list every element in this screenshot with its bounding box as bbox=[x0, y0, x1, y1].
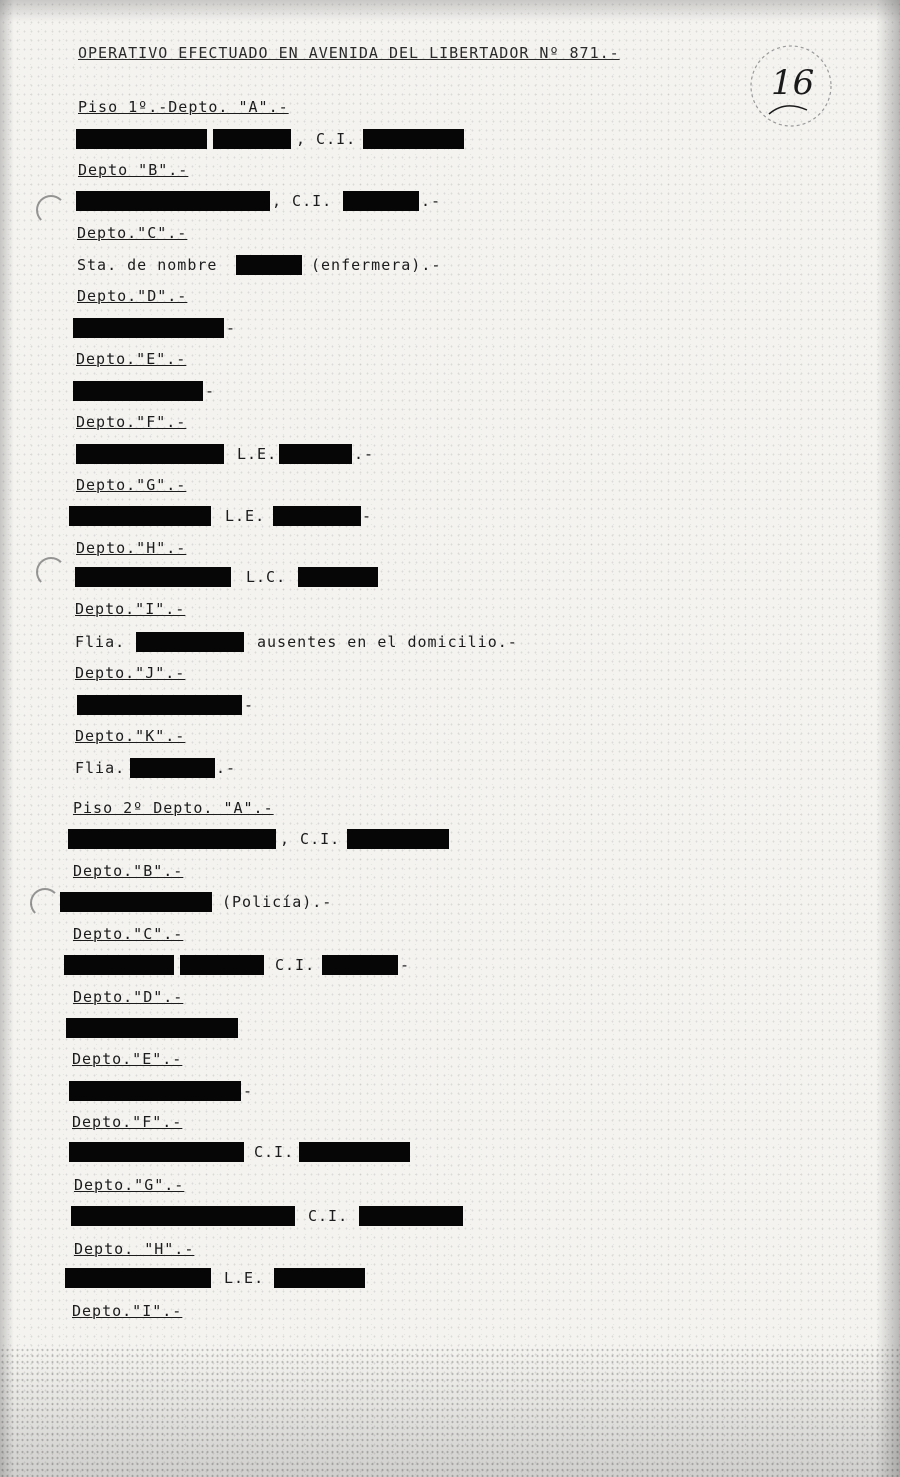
entry-text: (enfermera).- bbox=[311, 256, 442, 274]
apartment-heading-text: Piso 2º Depto. "A".- bbox=[73, 799, 274, 817]
redaction-bar bbox=[347, 829, 449, 849]
entry-text: , C.I. bbox=[296, 130, 357, 148]
entry-text: .- bbox=[354, 445, 375, 463]
apartment-heading bbox=[75, 727, 185, 749]
occupant-entry bbox=[0, 1019, 900, 1041]
redaction-bar bbox=[65, 1268, 211, 1288]
apartment-heading bbox=[78, 98, 289, 120]
apartment-heading-text: Depto."I".- bbox=[72, 1302, 183, 1320]
apartment-heading bbox=[78, 161, 188, 183]
apartment-heading-text: Depto."F".- bbox=[76, 413, 187, 431]
redaction-bar bbox=[76, 129, 207, 149]
entry-text: , C.I. bbox=[280, 830, 341, 848]
apartment-heading-text: Depto."I".- bbox=[75, 600, 186, 618]
apartment-heading bbox=[76, 476, 186, 498]
apartment-heading-text: Depto."D".- bbox=[73, 988, 184, 1006]
occupant-entry bbox=[0, 696, 900, 718]
apartment-heading-text: Depto. "H".- bbox=[74, 1240, 195, 1258]
apartment-heading-text: Depto."K".- bbox=[75, 727, 186, 745]
apartment-heading-text: Depto "B".- bbox=[78, 161, 189, 179]
apartment-heading bbox=[73, 925, 183, 947]
apartment-heading-text: Depto."G".- bbox=[76, 476, 187, 494]
redaction-bar bbox=[66, 1018, 238, 1038]
entry-text: L.E. bbox=[237, 445, 278, 463]
occupant-entry bbox=[0, 568, 900, 590]
apartment-heading bbox=[74, 1176, 184, 1198]
apartment-heading bbox=[73, 862, 183, 884]
entry-text: L.C. bbox=[246, 568, 287, 586]
occupant-entry bbox=[0, 633, 900, 655]
redaction-bar bbox=[75, 567, 231, 587]
folio-stamp bbox=[745, 40, 837, 132]
entry-text: - bbox=[362, 507, 373, 525]
occupant-entry bbox=[0, 956, 900, 978]
redaction-bar bbox=[343, 191, 419, 211]
redaction-bar bbox=[299, 1142, 410, 1162]
apartment-heading-text: Depto."H".- bbox=[76, 539, 187, 557]
apartment-heading bbox=[76, 413, 186, 435]
apartment-heading-text: Depto."E".- bbox=[76, 350, 187, 368]
entry-text: , C.I. bbox=[272, 192, 333, 210]
redaction-bar bbox=[274, 1268, 365, 1288]
occupant-entry bbox=[0, 445, 900, 467]
entry-text: .- bbox=[216, 759, 237, 777]
entry-text: C.I. bbox=[308, 1207, 349, 1225]
apartment-heading bbox=[77, 287, 187, 309]
redaction-bar bbox=[69, 1081, 241, 1101]
entry-text: C.I. bbox=[275, 956, 316, 974]
entry-text: L.E. bbox=[224, 1269, 265, 1287]
occupant-entry bbox=[0, 319, 900, 341]
apartment-heading bbox=[74, 1240, 194, 1262]
redaction-bar bbox=[236, 255, 302, 275]
entry-text: - bbox=[400, 956, 411, 974]
apartment-heading bbox=[73, 988, 183, 1010]
redaction-bar bbox=[130, 758, 215, 778]
apartment-heading-text: Piso 1º.-Depto. "A".- bbox=[78, 98, 289, 116]
occupant-entry bbox=[0, 256, 900, 278]
entry-text: (Policía).- bbox=[222, 893, 333, 911]
redaction-bar bbox=[363, 129, 464, 149]
document-header: OPERATIVO EFECTUADO EN AVENIDA DEL LIBERTADOR Nº 871.- bbox=[78, 44, 620, 62]
occupant-entry bbox=[0, 130, 900, 152]
redaction-bar bbox=[322, 955, 398, 975]
scan-edge-right bbox=[876, 0, 900, 1477]
entry-text: Sta. de nombre bbox=[77, 256, 218, 274]
redaction-bar bbox=[68, 829, 276, 849]
occupant-entry bbox=[0, 1269, 900, 1291]
apartment-heading bbox=[72, 1050, 182, 1072]
redaction-bar bbox=[279, 444, 352, 464]
apartment-heading-text: Depto."B".- bbox=[73, 862, 184, 880]
apartment-heading-text: Depto."D".- bbox=[77, 287, 188, 305]
occupant-entry bbox=[0, 830, 900, 852]
redaction-bar bbox=[69, 1142, 244, 1162]
redaction-bar bbox=[73, 318, 224, 338]
scan-edge-top bbox=[0, 0, 900, 22]
entry-text: L.E. bbox=[225, 507, 266, 525]
apartment-heading bbox=[73, 799, 274, 821]
occupant-entry bbox=[0, 507, 900, 529]
redaction-bar bbox=[136, 632, 244, 652]
entry-text: - bbox=[205, 382, 216, 400]
redaction-bar bbox=[64, 955, 174, 975]
redaction-bar bbox=[60, 892, 212, 912]
entry-text: - bbox=[243, 1082, 254, 1100]
apartment-heading-text: Depto."J".- bbox=[75, 664, 186, 682]
redaction-bar bbox=[359, 1206, 463, 1226]
redaction-bar bbox=[76, 444, 224, 464]
occupant-entry bbox=[0, 1207, 900, 1229]
redaction-bar bbox=[76, 191, 270, 211]
apartment-heading bbox=[76, 539, 186, 561]
entry-text: ausentes en el domicilio.- bbox=[257, 633, 518, 651]
redaction-bar bbox=[180, 955, 264, 975]
scan-edge-left bbox=[0, 0, 14, 1477]
entry-text: - bbox=[244, 696, 255, 714]
apartment-heading-text: Depto."E".- bbox=[72, 1050, 183, 1068]
entry-text: Flia. bbox=[75, 633, 126, 651]
apartment-heading-text: Depto."C".- bbox=[77, 224, 188, 242]
occupant-entry bbox=[0, 759, 900, 781]
redaction-bar bbox=[69, 506, 211, 526]
occupant-entry bbox=[0, 1082, 900, 1104]
occupant-entry bbox=[0, 382, 900, 404]
folio-number: 16 bbox=[771, 63, 815, 103]
scan-edge-bottom bbox=[0, 1347, 900, 1477]
entry-text: - bbox=[226, 319, 237, 337]
apartment-heading bbox=[77, 224, 187, 246]
apartment-heading bbox=[72, 1302, 182, 1324]
redaction-bar bbox=[71, 1206, 295, 1226]
occupant-entry bbox=[0, 893, 900, 915]
apartment-heading-text: Depto."C".- bbox=[73, 925, 184, 943]
redaction-bar bbox=[298, 567, 378, 587]
occupant-entry bbox=[0, 192, 900, 214]
apartment-heading-text: Depto."G".- bbox=[74, 1176, 185, 1194]
entry-text: C.I. bbox=[254, 1143, 295, 1161]
apartment-heading bbox=[75, 664, 185, 686]
entry-text: Flia. bbox=[75, 759, 126, 777]
apartment-heading bbox=[76, 350, 186, 372]
redaction-bar bbox=[213, 129, 291, 149]
apartment-heading bbox=[75, 600, 185, 622]
redaction-bar bbox=[273, 506, 361, 526]
occupant-entry bbox=[0, 1143, 900, 1165]
apartment-heading-text: Depto."F".- bbox=[72, 1113, 183, 1131]
apartment-heading bbox=[72, 1113, 182, 1135]
redaction-bar bbox=[73, 381, 203, 401]
redaction-bar bbox=[77, 695, 242, 715]
entry-text: .- bbox=[421, 192, 442, 210]
